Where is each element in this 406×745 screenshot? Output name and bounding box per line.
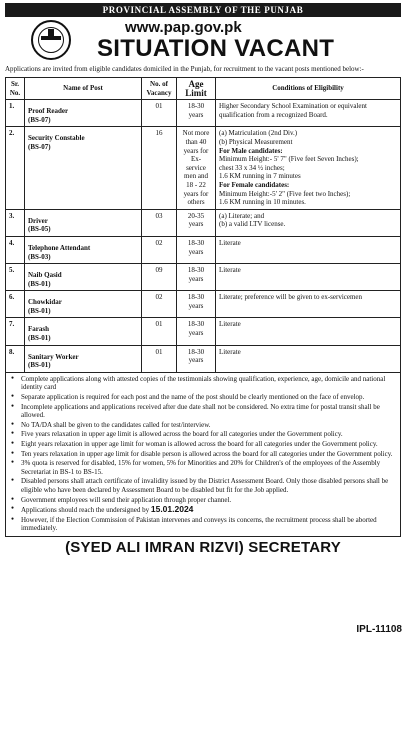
cell-sr: 6.: [6, 291, 25, 318]
post-grade: (BS-03): [28, 252, 51, 261]
note-item: ● No TA/DA shall be given to the candidates called for test/interview.: [10, 421, 396, 430]
cell-age: [177, 291, 216, 318]
condition-line: Minimum Height:-5' 2" (Five feet two Inches);: [219, 189, 351, 198]
reference-number: IPL-11108: [356, 624, 402, 635]
intro-text: Applications are invited from eligible candidates domiciled in the Punjab, for recruitment to the vacant posts mentioned below:-: [5, 65, 364, 73]
cell-post-name: [25, 345, 142, 372]
cell-post-name: [25, 291, 142, 318]
age-line: Ex-: [190, 155, 202, 164]
age-line: 18-30: [187, 266, 205, 275]
condition-line: Literate; preference will be given to ex-servicemen: [219, 293, 363, 302]
note-item: ● Five years relaxation in upper age limit is allowed across the board for all categories under the Government policy.: [10, 430, 396, 439]
condition-line: For Male candidates:: [219, 146, 283, 155]
last-note: ● However, if the Election Commission of Pakistan intervenes and conveys its concerns, the recruitment process shall be aborted immediately.: [10, 516, 396, 533]
age-line: years: [188, 356, 204, 365]
table-row: [6, 318, 401, 345]
cell-age: [177, 127, 216, 209]
header-conditions: Conditions of Eligibility: [216, 78, 401, 100]
post-grade: (BS-01): [28, 334, 51, 343]
table-row: [6, 100, 401, 127]
cell-sr: 1.: [6, 100, 25, 127]
age-line: 18 - 22: [186, 180, 206, 189]
condition-line: 1.6 KM running in 7 minutes: [219, 172, 301, 181]
age-line: years: [188, 220, 204, 229]
age-line: service: [186, 163, 206, 172]
assembly-seal-icon: [31, 20, 71, 60]
page-title: SITUATION VACANT: [97, 35, 335, 62]
condition-line: (b) a valid LTV license.: [219, 220, 286, 229]
post-title: Driver: [28, 216, 48, 225]
post-title: Telephone Attendant: [28, 243, 91, 252]
post-title: Chowkidar: [28, 298, 62, 307]
cell-sr: 2.: [6, 127, 25, 209]
table-row: [6, 345, 401, 372]
deadline-note: [10, 505, 396, 515]
age-line: years: [188, 301, 204, 310]
cell-vacancies: 02: [142, 236, 177, 263]
post-grade: (BS-05): [28, 225, 51, 234]
cell-vacancies: 01: [142, 318, 177, 345]
table-row: [6, 291, 401, 318]
post-title: Security Constable: [28, 134, 85, 143]
age-line: others: [187, 198, 205, 207]
cell-age: [177, 209, 216, 236]
cell-conditions: [216, 345, 401, 372]
cell-age: [177, 100, 216, 127]
post-grade: (BS-01): [28, 361, 51, 370]
cell-post-name: [25, 264, 142, 291]
cell-sr: 3.: [6, 209, 25, 236]
age-line: 18-30: [187, 102, 205, 111]
age-line: years: [188, 329, 204, 338]
age-line: men and: [184, 172, 208, 181]
cell-vacancies: 09: [142, 264, 177, 291]
note-item: ● Government employees will send their application through proper channel.: [10, 496, 396, 505]
age-line: Not more: [182, 129, 210, 138]
note-item: ● Incomplete applications and applications received after due date shall not be considered. No extra time for postal transit shall be allowed.: [10, 403, 396, 420]
condition-line: Literate: [219, 320, 241, 329]
deadline-text: Applications should reach the undersigned by: [21, 506, 150, 515]
table-header-row: [6, 78, 401, 100]
cell-vacancies: 01: [142, 345, 177, 372]
cell-conditions: [216, 127, 401, 209]
condition-line: Literate: [219, 238, 241, 247]
condition-line: Literate: [219, 347, 241, 356]
age-line: years: [188, 110, 204, 119]
cell-vacancies: 02: [142, 291, 177, 318]
cell-age: [177, 236, 216, 263]
condition-line: (a) Matriculation (2nd Div.): [219, 129, 298, 138]
cell-vacancies: 01: [142, 100, 177, 127]
age-line: 18-30: [187, 238, 205, 247]
table-row: [6, 127, 401, 209]
condition-line: For Female candidates:: [219, 180, 290, 189]
cell-conditions: [216, 209, 401, 236]
header-sr: Sr. No.: [6, 78, 25, 100]
table-row: [6, 209, 401, 236]
post-grade: (BS-07): [28, 115, 51, 124]
note-item: ● 3% quota is reserved for disabled, 15% for women, 5% for Minorities and 20% for Children's of the employees of the Assembly Secretariat in BS-1 to BS-15.: [10, 459, 396, 476]
age-line: 20-35: [187, 211, 205, 220]
notes-section: [5, 373, 401, 537]
cell-sr: 8.: [6, 345, 25, 372]
cell-sr: 5.: [6, 264, 25, 291]
condition-line: Minimum Height:- 5' 7" (Five feet Seven Inches);: [219, 155, 359, 164]
cell-conditions: [216, 236, 401, 263]
age-line: years: [188, 247, 204, 256]
post-grade: (BS-07): [28, 142, 51, 151]
cell-post-name: [25, 318, 142, 345]
age-line: 18-30: [187, 293, 205, 302]
table-row: [6, 264, 401, 291]
age-line: years: [188, 274, 204, 283]
post-title: Sanitary Worker: [28, 352, 79, 361]
deadline-date: 15.01.2024: [150, 504, 194, 515]
cell-post-name: [25, 127, 142, 209]
note-item: ● Disabled persons shall attach certificate of invalidity issued by the District Assessment Board. Only those disabled persons shall be eligible who have been declared by Assessment Board to be disabled but fit for the Job applied.: [10, 477, 396, 494]
cell-conditions: [216, 264, 401, 291]
header-age: Age Limit: [177, 78, 216, 100]
header: [5, 19, 401, 63]
signatory: (SYED ALI IMRAN RIZVI) SECRETARY: [65, 538, 341, 556]
post-grade: (BS-01): [28, 279, 51, 288]
cell-conditions: [216, 291, 401, 318]
cell-post-name: [25, 209, 142, 236]
age-line: 18-30: [187, 347, 205, 356]
note-item: ● Ten years relaxation in upper age limit for disable person is allowed across the board for all categories under the Government policy.: [10, 450, 396, 459]
note-item: ● Complete applications along with attested copies of the testimonials showing qualification, experience, age, domicile and national identity card: [10, 375, 396, 392]
cell-conditions: [216, 100, 401, 127]
age-line: years for: [183, 189, 209, 198]
header-vacancies: No. of Vacancy: [142, 78, 177, 100]
website-url[interactable]: www.pap.gov.pk: [125, 19, 242, 36]
age-line: 18-30: [187, 320, 205, 329]
cell-vacancies: 16: [142, 127, 177, 209]
cell-post-name: [25, 236, 142, 263]
post-title: Farash: [28, 325, 49, 334]
condition-line: Literate: [219, 266, 241, 275]
post-title: Proof Reader: [28, 107, 69, 116]
condition-line: (b) Physical Measurement: [219, 137, 293, 146]
cell-vacancies: 03: [142, 209, 177, 236]
condition-line: (a) Literate; and: [219, 211, 265, 220]
cell-conditions: [216, 318, 401, 345]
age-line: years for: [183, 146, 209, 155]
cell-sr: 4.: [6, 236, 25, 263]
note-item: ● Eight years relaxation in upper age limit for woman is allowed across the board for all categories under the Government policy.: [10, 440, 396, 449]
cell-age: [177, 345, 216, 372]
cell-age: [177, 264, 216, 291]
condition-line: Higher Secondary School Examination or equivalent qualification from a recognized Board.: [219, 102, 367, 119]
condition-line: 1.6 KM running in 10 minutes.: [219, 198, 306, 207]
vacancy-table: [5, 77, 401, 373]
post-grade: (BS-01): [28, 306, 51, 315]
cell-sr: 7.: [6, 318, 25, 345]
cell-age: [177, 318, 216, 345]
assembly-name: PROVINCIAL ASSEMBLY OF THE PUNJAB: [5, 3, 401, 17]
condition-line: chest 33 x 34 ½ inches;: [219, 163, 285, 172]
cell-post-name: [25, 100, 142, 127]
table-row: [6, 236, 401, 263]
header-name: Name of Post: [25, 78, 142, 100]
note-item: ● Separate application is required for each post and the name of the post should be clearly mentioned on the face of envelop.: [10, 393, 396, 402]
post-title: Naib Qasid: [28, 271, 62, 280]
age-line: than 40: [185, 137, 207, 146]
